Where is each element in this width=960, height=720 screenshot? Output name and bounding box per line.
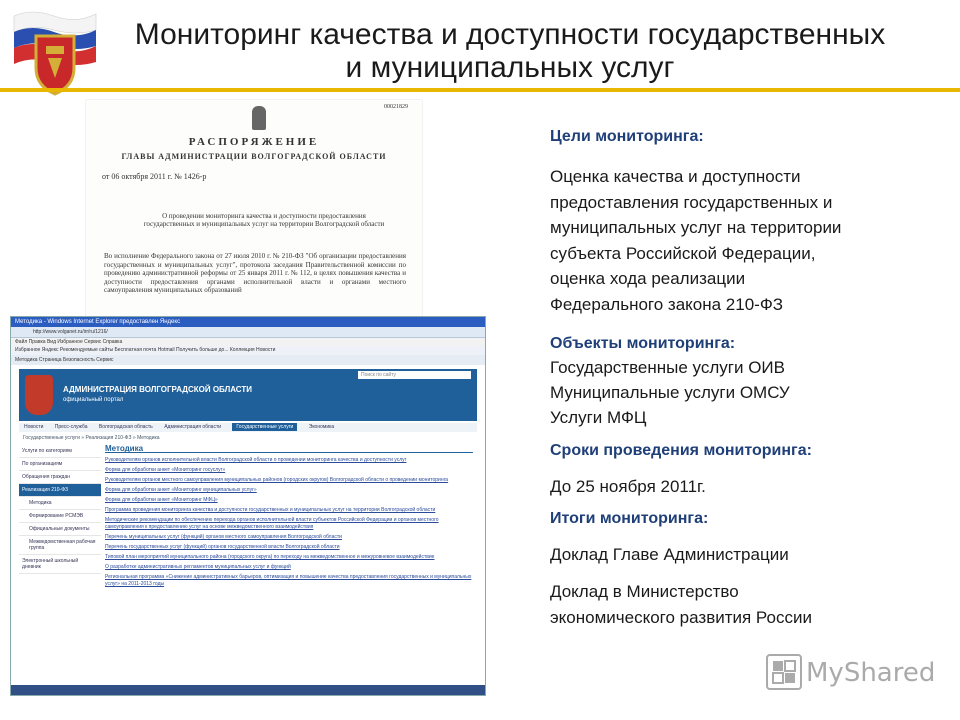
objects-item: Муниципальные услуги ОМСУ [550, 383, 790, 402]
site-search-input: Поиск по сайту [358, 371, 471, 379]
result-line: экономического развития России [550, 607, 812, 627]
web-page [11, 365, 485, 685]
goals-text-line: предоставления государственных и [550, 192, 833, 212]
browser-tab-bar: Методика Страница Безопасность Сервис [11, 355, 485, 367]
deadline-text: До 25 ноября 2011г. [550, 477, 706, 496]
site-link: Перечень муниципальных услуг (функций) органов местного самоуправления Волгоградской области [105, 534, 342, 540]
site-nav-item: Администрация области [164, 424, 222, 430]
site-link: Форма для обработки анкет «Мониторинг МФЦ» [105, 497, 218, 503]
site-nav-item: Экономика [308, 424, 335, 430]
browser-menu-bar: Файл Правка Вид Избранное Сервис Справка [11, 338, 485, 346]
title-line-1: Мониторинг качества и доступности государственных [134, 18, 886, 51]
taskbar [11, 685, 485, 695]
site-link: Руководителям органов исполнительной власти Волгоградской области о проведении мониторинга качества и доступности услуг [105, 457, 407, 463]
site-main-content [105, 445, 473, 681]
site-sidebar-item: Межведомственная рабочая группа [19, 536, 101, 555]
site-link: Руководителям органов местного самоуправления муниципальных районов (городских округов) Волгоградской области о проведении мониторинга [105, 477, 449, 483]
site-sidebar-item: Формирование РСМЭВ [19, 510, 101, 523]
objects-item: Государственные услуги ОИВ [550, 358, 785, 377]
goals-text-line: Оценка качества и доступности [550, 167, 801, 186]
site-title: АДМИНИСТРАЦИЯ ВОЛГОГРАДСКОЙ ОБЛАСТИ [63, 385, 252, 394]
deadline-heading: Сроки проведения мониторинга: [550, 442, 812, 459]
goals-text-line: субъекта Российской Федерации, [550, 243, 816, 263]
page-title [100, 18, 920, 84]
browser-favorites-bar: Избранное Яндекс Рекомендуемые сайты Бесплатная почта Hotmail Получить больше до... Коллекция Новости [11, 346, 485, 355]
site-sidebar-item: По организациям [19, 458, 101, 471]
site-link: Методические рекомендации по обеспечению перехода органов исполнительной власти субъектов Российской Федерации и органов местного самоуправления к предоставлению услуг на основе межведомственного взаимодействия [105, 517, 439, 530]
decree-body: Во исполнение Федерального закона от 27 июля 2010 г. № 210-ФЗ "Об организации предоставления государственных и муниципальных услуг", протокола заседания Правительственной комиссии по проведению административной реформы от 25 января 2011 г. № 112, в целях повышения качества и доступности предоставления органами исполнительной власти и органами местного самоуправления муниципальных образований [104, 252, 406, 295]
site-sidebar-item: Обращения граждан [19, 471, 101, 484]
volgograd-flag-logo [10, 6, 100, 98]
site-sidebar-item: Методика [19, 497, 101, 510]
result-line: Доклад в Министерство [550, 582, 739, 601]
emblem-icon [252, 106, 266, 130]
site-nav-item: Пресс-служба [54, 424, 88, 430]
decree-subtitle: ГЛАВЫ АДМИНИСТРАЦИИ ВОЛГОГРАДСКОЙ ОБЛАСТИ [121, 152, 387, 161]
browser-address-bar: http://www.volganet.ru/irr/ru/1216/ [11, 327, 485, 338]
site-link: Форма для обработки анкет «Мониторинг госуслуг» [105, 467, 226, 473]
decree-number: 00021829 [384, 104, 408, 110]
site-sidebar-item: Услуги по категориям [19, 445, 101, 458]
goals-text-line: муниципальных услуг на территории [550, 218, 842, 237]
site-subtitle: официальный портал [63, 397, 124, 403]
site-link: Региональная программа «Снижение административных барьеров, оптимизация и повышение качества предоставления государственных и муниципальных услуг» на 2011-2013 годы [105, 574, 472, 587]
site-link: Форма для обработки анкет «Мониторинг муниципальных услуг» [105, 487, 257, 493]
objects-list [550, 355, 890, 430]
site-main-heading: Методика [105, 445, 473, 453]
site-nav [19, 423, 477, 432]
monitoring-info [550, 128, 890, 630]
results-heading: Итоги мониторинга: [550, 509, 709, 527]
browser-screenshot [10, 316, 486, 696]
site-nav-item-active: Государственные услуги [232, 423, 297, 431]
objects-heading: Объекты мониторинга: [550, 335, 736, 352]
goals-text-line: Федерального закона 210-ФЗ [550, 294, 784, 314]
decree-title: РАСПОРЯЖЕНИЕ [188, 136, 320, 148]
result-item-2 [550, 579, 890, 630]
site-link: Программа проведения мониторинга качества и доступности государственных и муниципальных услуг на территории Волгоградской области [105, 507, 436, 513]
accent-rule [0, 88, 960, 92]
myshared-watermark [766, 654, 936, 694]
browser-title-bar: Методика - Windows Internet Explorer предоставлен Яндекс [11, 317, 485, 327]
result-item: Доклад Главе Администрации [550, 544, 789, 564]
site-nav-item: Новости [24, 424, 44, 430]
decree-date: от 06 октября 2011 г. № 1426-р [102, 172, 207, 181]
site-sidebar [19, 445, 101, 681]
myshared-logo-icon [766, 654, 802, 690]
title-line-2: и муниципальных услуг [345, 51, 675, 84]
site-link: Перечень государственных услуг (функций) органов государственной власти Волгоградской области [105, 544, 340, 550]
decree-scan [86, 100, 422, 340]
site-header [19, 369, 477, 421]
site-link: Типовой план мероприятий муниципального района (городского округа) по переходу на межведомственное и межуровневое взаимодействие [105, 554, 435, 560]
watermark-text: MyShared [806, 658, 936, 688]
goals-text [550, 164, 890, 317]
site-sidebar-item-selected: Реализация 210-ФЗ [19, 484, 101, 497]
site-sidebar-item: Электронный школьный дневник [19, 555, 101, 574]
coat-of-arms-icon [25, 375, 53, 415]
site-breadcrumb: Государственные услуги » Реализация 210-ФЗ » Методика [23, 435, 160, 441]
site-nav-item: Волгоградская область [98, 424, 153, 430]
goals-text-line: оценка хода реализации [550, 269, 746, 288]
goals-heading: Цели мониторинга: [550, 128, 704, 145]
objects-item: Услуги МФЦ [550, 408, 647, 427]
decree-subject: О проведении мониторинга качества и доступности предоставления государственных и муниципальных услуг на территории Волгоградской области [143, 212, 385, 228]
site-sidebar-item: Официальные документы [19, 523, 101, 536]
site-link: О разработке административных регламентов муниципальных услуг и функций [105, 564, 291, 570]
